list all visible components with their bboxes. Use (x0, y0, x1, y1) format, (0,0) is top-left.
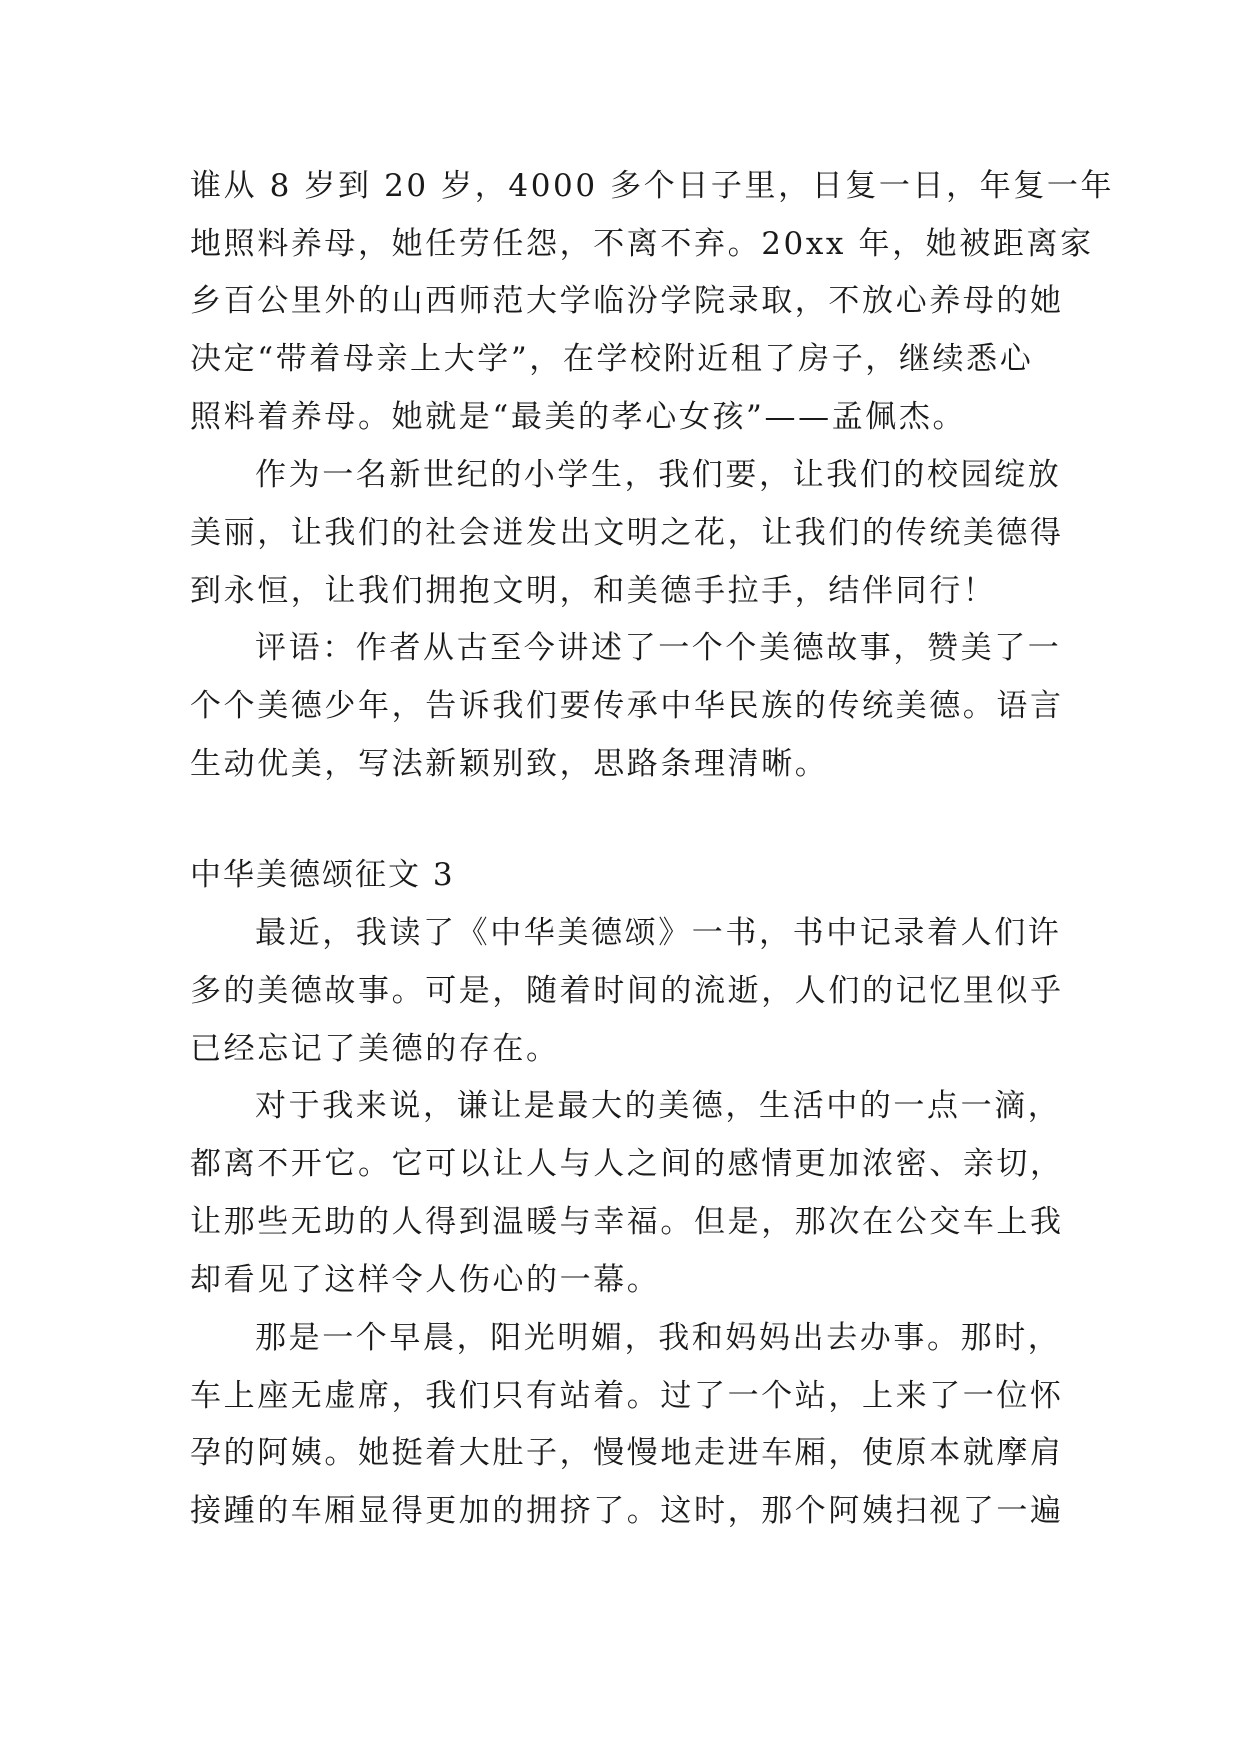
text-line: 谁从 8 岁到 20 岁，4000 多个日子里，日复一日，年复一年 (190, 168, 1115, 204)
text-line: 照料着养母。她就是“最美的孝心女孩”——孟佩杰。 (190, 399, 967, 435)
paragraph-first-line: 最近，我读了《中华美德颂》一书，书中记录着人们许 (255, 915, 1062, 951)
paragraph-first-line: 作为一名新世纪的小学生，我们要，让我们的校园绽放 (255, 457, 1062, 493)
text-line: 都离不开它。它可以让人与人之间的感情更加浓密、亲切， (190, 1146, 1064, 1182)
text-line: 生动优美，写法新颖别致，思路条理清晰。 (190, 746, 829, 782)
paragraph-first-line: 对于我来说，谦让是最大的美德，生活中的一点一滴， (255, 1088, 1062, 1124)
text-line: 美丽，让我们的社会迸发出文明之花，让我们的传统美德得 (190, 515, 1064, 551)
text-line: 多的美德故事。可是，随着时间的流逝，人们的记忆里似乎 (190, 973, 1064, 1009)
text-line: 却看见了这样令人伤心的一幕。 (190, 1262, 661, 1298)
section-heading: 中华美德颂征文 3 (190, 857, 455, 893)
text-line: 决定“带着母亲上大学”，在学校附近租了房子，继续悉心 (190, 341, 1034, 377)
text-line: 乡百公里外的山西师范大学临汾学院录取，不放心养母的她 (190, 283, 1064, 319)
text-line: 接踵的车厢显得更加的拥挤了。这时，那个阿姨扫视了一遍 (190, 1493, 1064, 1529)
text-line: 到永恒，让我们拥抱文明，和美德手拉手，结伴同行！ (190, 573, 997, 609)
text-line: 孕的阿姨。她挺着大肚子，慢慢地走进车厢，使原本就摩肩 (190, 1435, 1064, 1471)
text-line: 让那些无助的人得到温暖与幸福。但是，那次在公交车上我 (190, 1204, 1064, 1240)
text-line: 车上座无虚席，我们只有站着。过了一个站，上来了一位怀 (190, 1378, 1064, 1414)
comment-first-line: 评语：作者从古至今讲述了一个个美德故事，赞美了一 (255, 630, 1062, 666)
text-line: 个个美德少年，告诉我们要传承中华民族的传统美德。语言 (190, 688, 1064, 724)
text-line: 地照料养母，她任劳任怨，不离不弃。20xx 年，她被距离家 (190, 226, 1094, 262)
text-line: 已经忘记了美德的存在。 (190, 1031, 560, 1067)
paragraph-first-line: 那是一个早晨，阳光明媚，我和妈妈出去办事。那时， (255, 1320, 1062, 1356)
